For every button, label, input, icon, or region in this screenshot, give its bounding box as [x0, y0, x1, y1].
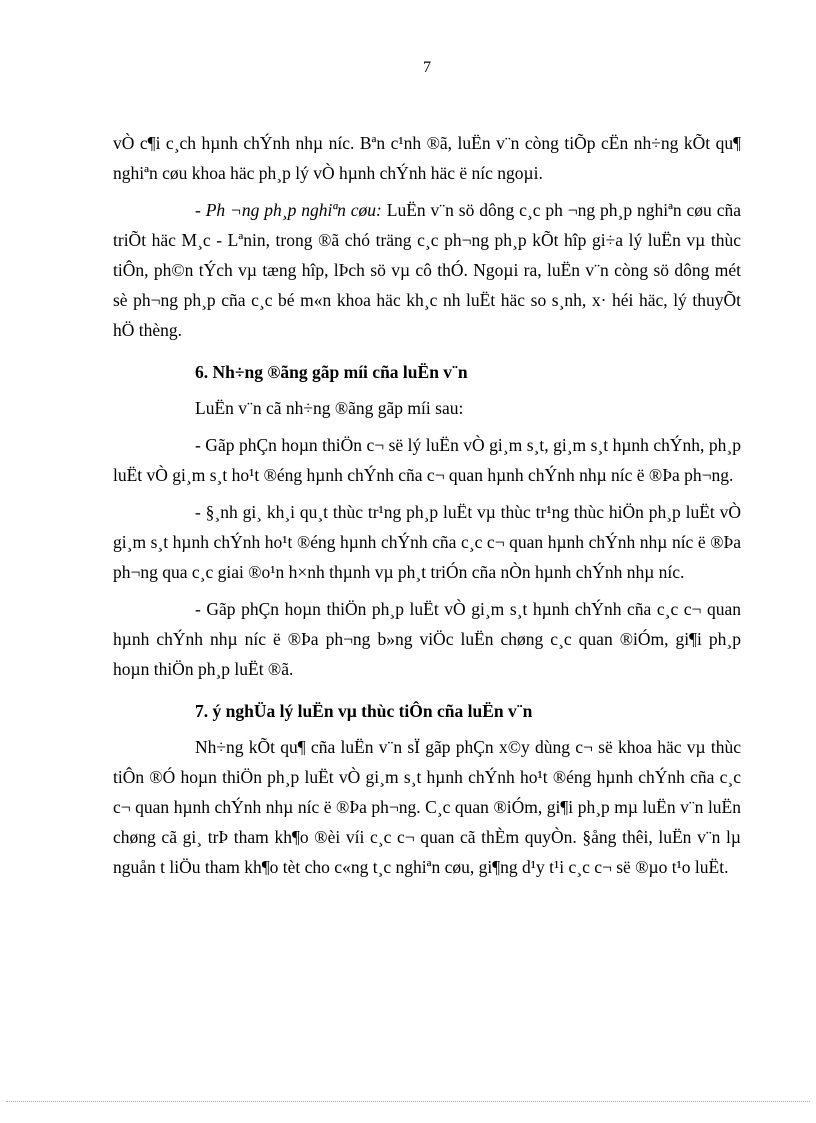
paragraph-intro: vÒ c¶i c¸ch hµnh chÝnh nhµ níc. Bªn c¹nh ®ã, luËn v¨n còng tiÕp cËn nh÷ng kÕt qu¶ nghiªn cøu khoa häc ph¸p lý vÒ hµnh chÝnh häc ë níc ngoµi. — [113, 133, 741, 183]
method-body-text: LuËn v¨n sö dông c¸c ph ¬ng ph¸p nghiªn cøu cña triÕt häc M¸c - Lªnin, trong ®ã chó träng c¸c ph¬ng ph¸p kÕt hîp gi÷a lý luËn vµ thùc tiÔn, ph©n tÝch vµ tæng hîp, lÞch sö vµ cô thÓ. Ngoµi ra, luËn v¨n còng sö dông mét sè ph¬ng ph¸p cña c¸c bé m«n khoa häc kh¸c nh luËt häc so s¸nh, x· héi häc, lý thuyÕt hÖ thèng. — [113, 200, 741, 340]
section6-intro: LuËn v¨n cã nh÷ng ®ãng gãp míi sau: — [195, 398, 464, 418]
section6-heading: 6. Nh÷ng ®ãng gãp míi cña luËn v¨n — [195, 362, 468, 382]
section7-heading: 7. ý nghÜa lý luËn vµ thùc tiÔn cña luËn v¨n — [195, 701, 533, 721]
method-lead-italic: - Ph ¬ng ph¸p nghiªn cøu: — [195, 200, 382, 220]
section6-bullet-2: - §¸nh gi¸ kh¸i qu¸t thùc tr¹ng ph¸p luËt vµ thùc tr¹ng thùc hiÖn ph¸p luËt vÒ gi¸m s¸t hµnh chÝnh ho¹t ®éng hµnh chÝnh cña c¸c c¬ quan hµnh chÝnh nhµ níc ë ®Þa ph¬ng qua c¸c giai ®o¹n h×nh thµnh vµ ph¸t triÓn cña nÒn hµnh chÝnh nhµ níc. — [113, 502, 741, 582]
section6-bullet-3: - Gãp phÇn hoµn thiÖn ph¸p luËt vÒ gi¸m s¸t hµnh chÝnh cña c¸c c¬ quan hµnh chÝnh nhµ níc ë ®Þa ph¬ng b»ng viÖc luËn chøng c¸c quan ®iÓm, gi¶i ph¸p hoµn thiÖn ph¸p luËt ®ã. — [113, 599, 741, 679]
section7-body: Nh÷ng kÕt qu¶ cña luËn v¨n sÏ gãp phÇn x©y dùng c¬ së khoa häc vµ thùc tiÔn ®Ó hoµn thiÖn ph¸p luËt vÒ gi¸m s¸t hµnh chÝnh ho¹t ®éng hµnh chÝnh cña c¸c c¬ quan hµnh chÝnh nhµ níc ë ®Þa ph¬ng. C¸c quan ®iÓm, gi¶i ph¸p mµ luËn v¨n luËn chøng cã gi¸ trÞ tham kh¶o ®èi víi c¸c c¬ quan cã thÈm quyÒn. §ång thêi, luËn v¨n lµ nguån t liÖu tham kh¶o tèt cho c«ng t¸c nghiªn cøu, gi¶ng d¹y t¹i c¸c c¬ së ®µo t¹o luËt. — [113, 737, 741, 877]
paragraph-method — [113, 195, 741, 345]
section6-bullet-1: - Gãp phÇn hoµn thiÖn c¬ së lý luËn vÒ gi¸m s¸t, gi¸m s¸t hµnh chÝnh, ph¸p luËt vÒ gi¸m s¸t ho¹t ®éng hµnh chÝnh cña c¬ quan hµnh chÝnh nhµ níc ë ®Þa ph¬ng. — [113, 435, 741, 485]
page-number: 7 — [423, 59, 431, 76]
page-bottom-dotted-line — [6, 1101, 810, 1102]
document-content — [113, 128, 741, 889]
